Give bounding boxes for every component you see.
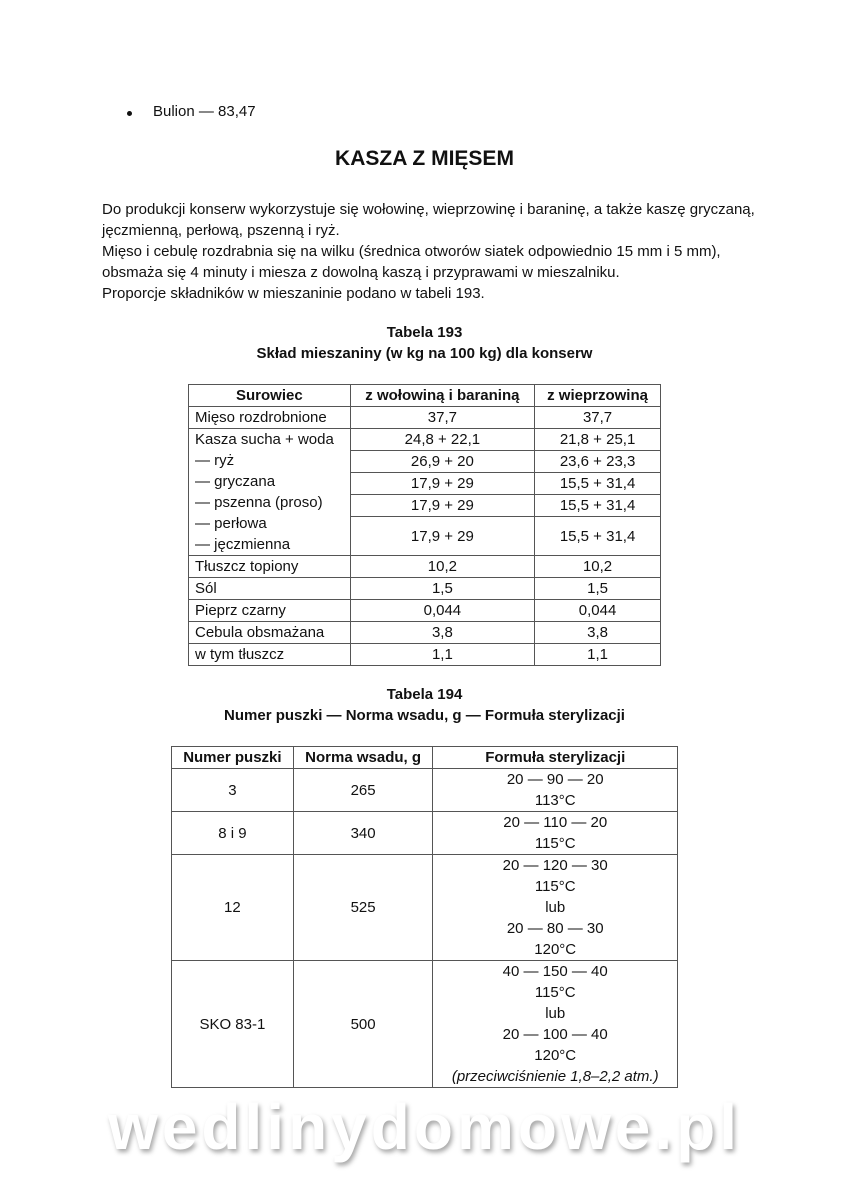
- paragraph: Proporcje składników w mieszaninie podano w tabeli 193.: [102, 285, 485, 302]
- cell-line: — perłowa: [195, 515, 267, 532]
- cell: [433, 812, 678, 855]
- cell: [433, 961, 678, 1088]
- cell: 8 i 9: [172, 812, 294, 855]
- cell-line: — pszenna (proso): [195, 494, 323, 511]
- table-row: [172, 855, 678, 961]
- table-row: [189, 600, 661, 622]
- formula-line: (przeciwciśnienie 1,8–2,2 atm.): [451, 1068, 659, 1085]
- formula-line: lub: [545, 1005, 566, 1022]
- cell: 17,9 + 29: [350, 473, 534, 495]
- table-row: [189, 622, 661, 644]
- cell: Tłuszcz topiony: [189, 556, 351, 578]
- cell: 525: [293, 855, 433, 961]
- header-cell: z wołowiną i baraniną: [350, 385, 534, 407]
- cell: 21,8 + 25,1: [535, 429, 661, 451]
- cell: 17,9 + 29: [350, 495, 534, 517]
- cell: [433, 855, 678, 961]
- table-193: [188, 384, 661, 666]
- cell: 24,8 + 22,1: [350, 429, 534, 451]
- cell: 265: [293, 769, 433, 812]
- page-title: KASZA Z MIĘSEM: [335, 147, 514, 170]
- cell: 3,8: [350, 622, 534, 644]
- table-row: [189, 578, 661, 600]
- formula-line: 115°C: [534, 984, 576, 1001]
- cell: 500: [293, 961, 433, 1088]
- formula-line: 115°C: [534, 835, 576, 852]
- table-row: [172, 812, 678, 855]
- formula-line: 120°C: [534, 1047, 577, 1064]
- table194-caption: Tabela 194: [386, 686, 463, 703]
- table-row: [172, 961, 678, 1088]
- cell: 12: [172, 855, 294, 961]
- formula-line: 20 — 100 — 40: [502, 1026, 608, 1043]
- cell: 0,044: [535, 600, 661, 622]
- cell: 1,5: [535, 578, 661, 600]
- cell: [433, 769, 678, 812]
- header-cell: Numer puszki: [172, 747, 294, 769]
- cell: 37,7: [350, 407, 534, 429]
- cell: Sól: [189, 578, 351, 600]
- table-row: [189, 429, 661, 451]
- cell: 1,1: [350, 644, 534, 666]
- formula-line: 40 — 150 — 40: [502, 963, 608, 980]
- table194-subtitle: Numer puszki — Norma wsadu, g — Formuła sterylizacji: [224, 707, 625, 724]
- header-cell: Norma wsadu, g: [293, 747, 433, 769]
- bullet-dot-icon: [127, 111, 132, 116]
- intro-text: [102, 199, 762, 304]
- cell: 3,8: [535, 622, 661, 644]
- cell: 15,5 + 31,4: [535, 473, 661, 495]
- table-row: [189, 556, 661, 578]
- cell-line: — ryż: [195, 452, 235, 469]
- formula-line: 20 — 110 — 20: [503, 814, 608, 831]
- table-row: [189, 644, 661, 666]
- formula-line: lub: [545, 899, 566, 916]
- cell: 15,5 + 31,4: [535, 517, 661, 556]
- cell-line: — gryczana: [195, 473, 276, 490]
- table-row: [172, 769, 678, 812]
- header-cell: Formuła sterylizacji: [433, 747, 678, 769]
- kasza-group-cell: [189, 429, 351, 556]
- cell: Cebula obsmażana: [189, 622, 351, 644]
- formula-line: 115°C: [534, 878, 576, 895]
- cell: w tym tłuszcz: [189, 644, 351, 666]
- formula-line: 113°C: [534, 792, 576, 809]
- formula-line: 120°C: [534, 941, 577, 958]
- header-cell: Surowiec: [189, 385, 351, 407]
- cell: 37,7: [535, 407, 661, 429]
- cell: 1,5: [350, 578, 534, 600]
- table-194: [171, 746, 678, 1088]
- cell: 15,5 + 31,4: [535, 495, 661, 517]
- table-header-row: [172, 747, 678, 769]
- cell: Pieprz czarny: [189, 600, 351, 622]
- cell: 1,1: [535, 644, 661, 666]
- cell-line: — jęczmienna: [195, 536, 291, 553]
- cell: 10,2: [350, 556, 534, 578]
- table-row: [189, 407, 661, 429]
- cell: 23,6 + 23,3: [535, 451, 661, 473]
- table193-caption: Tabela 193: [386, 324, 463, 341]
- formula-line: 20 — 120 — 30: [502, 857, 608, 874]
- cell: Mięso rozdrobnione: [189, 407, 351, 429]
- cell: 17,9 + 29: [350, 517, 534, 556]
- cell-line: Kasza sucha + woda: [195, 431, 334, 448]
- cell: 26,9 + 20: [350, 451, 534, 473]
- cell: 10,2: [535, 556, 661, 578]
- cell: SKO 83-1: [172, 961, 294, 1088]
- paragraph: Mięso i cebulę rozdrabnia się na wilku (średnica otworów siatek odpowiednio 15 mm i 5 mm), obsmaża się 4 minuty i miesza z dowolną kaszą i przyprawami w mieszalniku.: [102, 243, 721, 281]
- cell: 3: [172, 769, 294, 812]
- cell: 340: [293, 812, 433, 855]
- cell: 0,044: [350, 600, 534, 622]
- table-header-row: [189, 385, 661, 407]
- table193-subtitle: Skład mieszaniny (w kg na 100 kg) dla konserw: [256, 345, 593, 362]
- paragraph: Do produkcji konserw wykorzystuje się wołowinę, wieprzowinę i baraninę, a także kaszę gryczaną, jęczmienną, perłową, pszenną i ryż.: [102, 201, 755, 239]
- header-cell: z wieprzowiną: [535, 385, 661, 407]
- formula-line: 20 — 80 — 30: [506, 920, 604, 937]
- formula-line: 20 — 90 — 20: [506, 771, 604, 788]
- watermark: wedlinydomowe.pl: [108, 1091, 741, 1163]
